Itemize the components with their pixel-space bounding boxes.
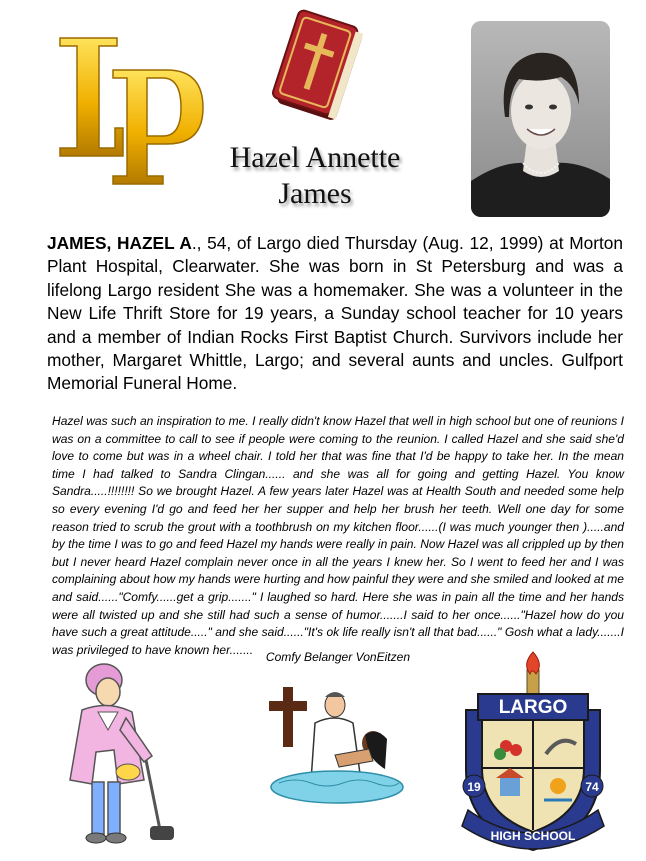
title-line-1: Hazel Annette — [229, 141, 401, 174]
crest-ribbon-text: HIGH SCHOOL — [490, 829, 576, 843]
baptism-clipart — [265, 683, 405, 808]
crest-year-right: 74 — [585, 780, 599, 794]
bible-icon — [258, 8, 380, 133]
portrait-photo — [471, 21, 610, 217]
tribute-text: Hazel was such an inspiration to me. I really didn't know Hazel that well in high school but one of reunions I was on a committee to call to see if people were coming to the reunion. I called Hazel and she said she'd love to come but was in a wheel chair. I told her that was fine that I'd be happy to take her. In the mean time I had talked to Sandra Clingan...... and she was all for going and getting Hazel. You know Sandra.....!!!!!!!! So we brought Hazel. A few years later Hazel was at Health South and needed some help so every evening I'd go and feed her her supper and help her brush her teeth. Well one day for some reason tried to scrub the grout with a toothbrush on my kitchen floor......(I was much younger then ).....and by the time I was to go and feed Hazel my hands were really in pain. Now Hazel was all crippled up by then but I never heard Hazel complain never once in all the years I knew her. So I went to feed her and I was complaining about how my hands were hurting and how painful they were and she smiled and looked at me and said......"Comfy......get a grip......." I laughed so hard. Here she was in pain all the time and her hands were all twisted up and she still had such a sense of humor.......I said to her once......"Hazel how do you have such a great attitude....." and she said......"It's ok life really isn't all that bad......" Gosh what a lady.......I was privileged to have known her....... — [52, 414, 624, 657]
obituary-lead: JAMES, HAZEL A — [47, 233, 192, 253]
crest-year-left: 19 — [467, 780, 481, 794]
crest-banner-text: LARGO — [498, 697, 568, 718]
title-line-2: James — [278, 177, 352, 210]
obituary-body: ., 54, of Largo died Thursday (Aug. 12, 1999) at Morton Plant Hospital, Clearwater. She was born in St Petersburg and was a lifelong Largo resident She was a homemaker. She was a volunteer in the New Life Thrift Store for 19 years, a Sunday school teacher for 10 years and a member of Indian Rocks First Baptist Church. Survivors include her mother, Margaret Whittle, Largo; and several aunts and uncles. Gulfport Memorial Funeral Home. — [47, 233, 623, 394]
tribute-signature: Comfy Belanger VonEitzen — [265, 650, 411, 664]
obituary-text — [47, 232, 623, 396]
high-school-crest — [448, 650, 618, 855]
page-title — [190, 140, 440, 212]
nurse-clipart — [52, 660, 182, 850]
school-logo — [55, 28, 205, 188]
